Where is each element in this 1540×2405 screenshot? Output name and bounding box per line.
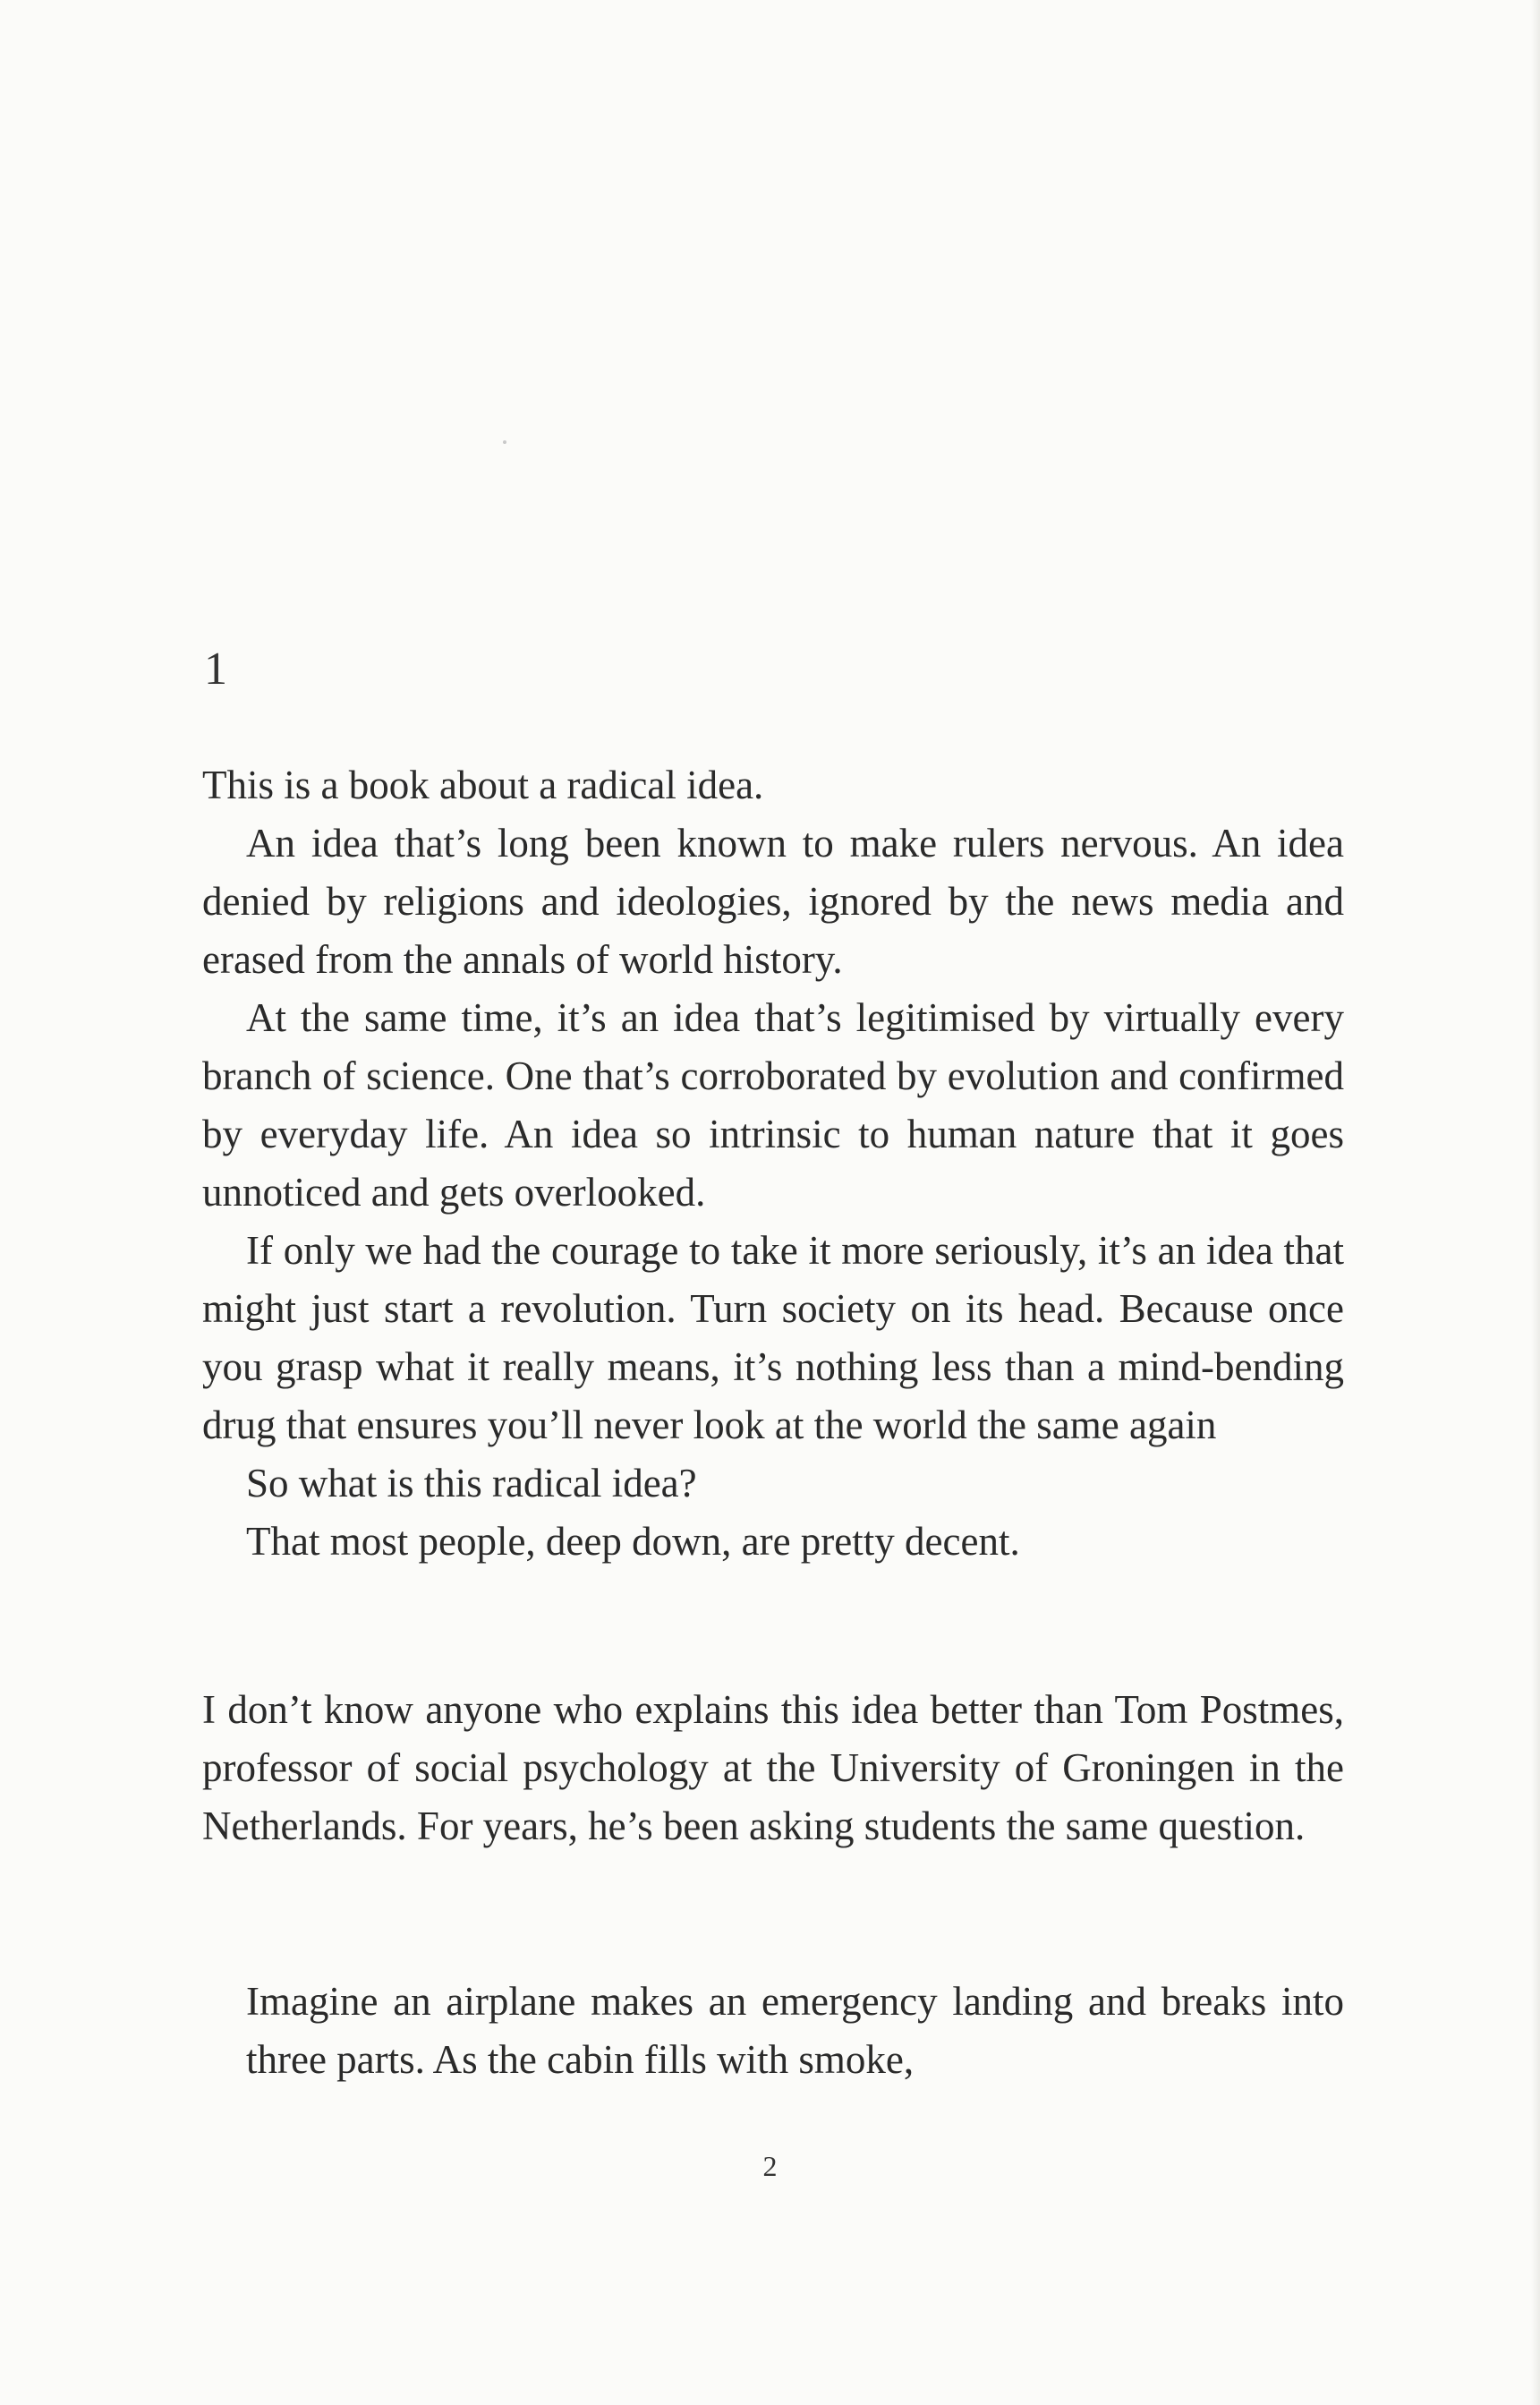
postmes-text bbox=[202, 1681, 1344, 1855]
intro-paragraph-3: At the same time, it’s an idea that’s legitimised by virtually every branch of science. One that’s corroborated by evolution and confirmed by everyday life. An idea so intrinsic to human nature that it goes unnoticed and gets overlooked. bbox=[202, 995, 1344, 1215]
page-edge-shadow bbox=[1531, 0, 1540, 2405]
scan-speck bbox=[503, 440, 506, 444]
intro-text bbox=[202, 756, 1344, 1571]
chapter-number: 1 bbox=[204, 644, 227, 695]
intro-paragraph-6: That most people, deep down, are pretty decent. bbox=[246, 1519, 1020, 1564]
postmes-paragraph: I don’t know anyone who explains this idea better than Tom Postmes, professor of social psychology at the University of Groningen in the Netherlands. For years, he’s been asking students the same question. bbox=[202, 1687, 1344, 1848]
intro-paragraph-2: An idea that’s long been known to make rulers nervous. An idea denied by religions and ideologies, ignored by the news media and erased from the annals of world history. bbox=[202, 821, 1344, 982]
page-number: 2 bbox=[762, 2150, 778, 2182]
quote-paragraph: Imagine an airplane makes an emergency landing and breaks into three parts. As the cabin fills with smoke, bbox=[246, 1979, 1344, 2082]
intro-paragraph-5: So what is this radical idea? bbox=[246, 1461, 697, 1505]
intro-paragraph-1: This is a book about a radical idea. bbox=[202, 763, 764, 807]
intro-paragraph-4: If only we had the courage to take it more seriously, it’s an idea that might just start a revolution. Turn society on its head. Because once you grasp what it really means, it’s nothing less than a mind-bending drug that ensures you’ll never look at the world the same again bbox=[202, 1228, 1344, 1447]
